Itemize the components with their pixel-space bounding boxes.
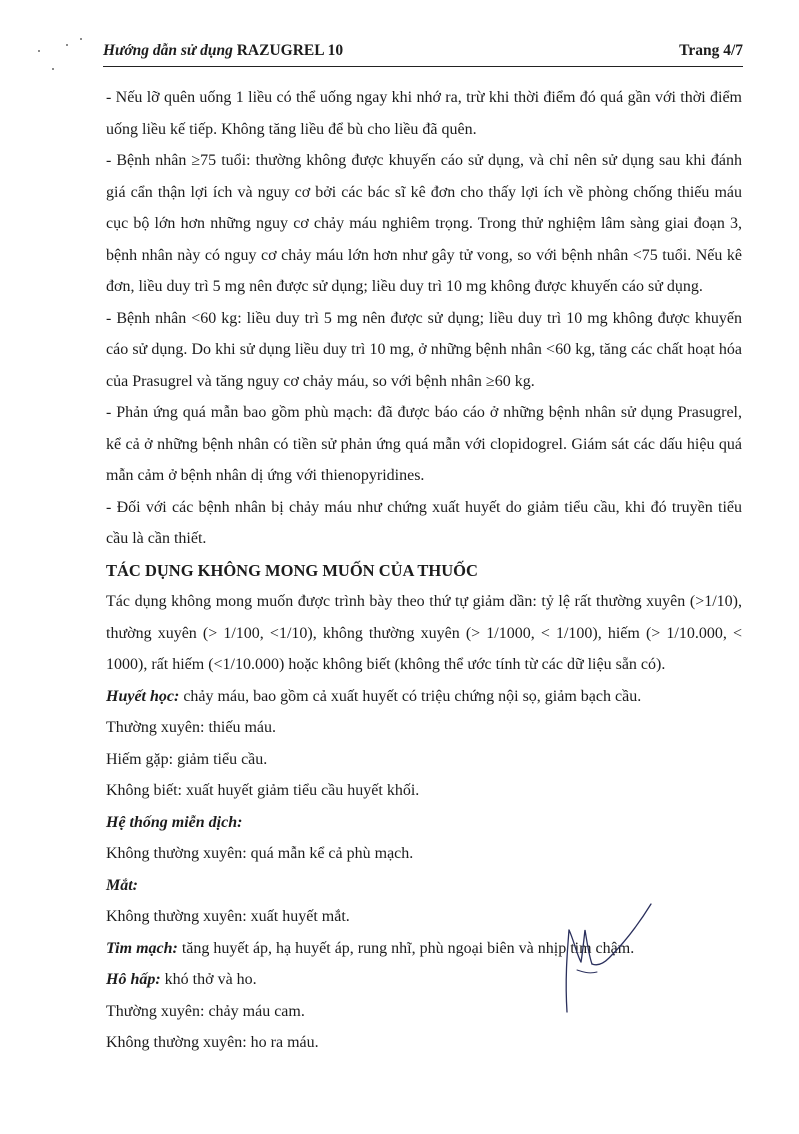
- paragraph-hypersensitivity: - Phản ứng quá mẫn bao gồm phù mạch: đã được báo cáo ở những bệnh nhân sử dụng Prasugrel, kể cả ở những bệnh nhân có tiền sử phản ứng quá mẫn với clopidogrel. Giám sát các dấu hiệu quá mẫn cảm ở bệnh nhân dị ứng với thienopyridines.: [106, 404, 742, 484]
- paragraph-bleeding: - Đối với các bệnh nhân bị chảy máu như chứng xuất huyết do giảm tiểu cầu, khi đó truyền tiểu cầu là cần thiết.: [106, 498, 742, 547]
- hematology-label: Huyết học:: [106, 687, 180, 705]
- hematology-line: [106, 681, 742, 713]
- signature-mark: [555, 900, 665, 1015]
- cardio-text: tăng huyết áp, hạ huyết áp, rung nhĩ, phù ngoại biên và nhịp tim chậm.: [177, 939, 635, 957]
- header-page-number: Trang 4/7: [679, 42, 743, 59]
- hematology-text: chảy máu, bao gồm cả xuất huyết có triệu chứng nội sọ, giảm bạch cầu.: [179, 687, 642, 705]
- hematology-rare: Hiếm gặp: giảm tiểu cầu.: [106, 750, 268, 768]
- hematology-unknown: Không biết: xuất huyết giảm tiểu cầu huyết khối.: [106, 782, 420, 799]
- header-brand: RAZUGREL 10: [236, 42, 344, 59]
- header-title: [103, 42, 343, 60]
- paragraph-missed-dose: - Nếu lỡ quên uống 1 liều có thể uống ngay khi nhớ ra, trừ khi thời điểm đó quá gần với thời điểm uống liều kế tiếp. Không tăng liều để bù cho liều đã quên.: [106, 89, 742, 138]
- respiratory-common: Thường xuyên: chảy máu cam.: [106, 1002, 305, 1020]
- paragraph-elderly: - Bệnh nhân ≥75 tuổi: thường không được khuyến cáo sử dụng, và chỉ nên sử dụng sau khi đánh giá cẩn thận lợi ích và nguy cơ bởi các bác sĩ kê đơn cho thấy lợi ích về phòng chống thiếu máu cục bộ lớn hơn những nguy cơ chảy máu nghiêm trọng. Trong thử nghiệm lâm sàng giai đoạn 3, bệnh nhân này có nguy cơ chảy máu lớn hơn như gây tử vong, so với bệnh nhân <75 tuổi. Nếu kê đơn, liều duy trì 5 mg nên được sử dụng; liều duy trì 10 mg không được khuyến cáo sử dụng.: [106, 152, 742, 295]
- paragraph-low-weight: - Bệnh nhân <60 kg: liều duy trì 5 mg nên được sử dụng; liều duy trì 10 mg không được khuyến cáo sử dụng. Do khi sử dụng liều duy trì 10 mg, ở những bệnh nhân <60 kg, tăng các chất hoạt hóa của Prasugrel và tăng nguy cơ chảy máu, so với bệnh nhân ≥60 kg.: [106, 309, 742, 390]
- section-intro: Tác dụng không mong muốn được trình bày theo thứ tự giảm dần: tỷ lệ rất thường xuyên (>1/10), thường xuyên (> 1/100, <1/10), không thường xuyên (> 1/1000, < 1/100), hiếm (> 1/10.000, < 1000), rất hiếm (<1/10.000) hoặc không biết (không thể ước tính từ các dữ liệu sẵn có).: [106, 593, 742, 673]
- eye-heading: [106, 870, 742, 902]
- eye-label: Mắt:: [106, 876, 138, 894]
- immune-uncommon: Không thường xuyên: quá mẫn kể cả phù mạch.: [106, 845, 414, 862]
- respiratory-uncommon: Không thường xuyên: ho ra máu.: [106, 1034, 319, 1051]
- scan-artifact-dot: [52, 68, 54, 70]
- scan-artifact-dot: [66, 44, 68, 46]
- respiratory-text: khó thở và ho.: [160, 971, 257, 988]
- immune-label: Hệ thống miễn dịch:: [106, 813, 243, 831]
- immune-heading: [106, 807, 742, 839]
- respiratory-label: Hô hấp:: [106, 971, 161, 988]
- scan-artifact-dot: [80, 38, 82, 40]
- section-title: TÁC DỤNG KHÔNG MONG MUỐN CỦA THUỐC: [106, 560, 478, 580]
- eye-uncommon: Không thường xuyên: xuất huyết mắt.: [106, 908, 350, 925]
- hematology-common: Thường xuyên: thiếu máu.: [106, 719, 276, 736]
- scan-artifact-dot: [38, 50, 40, 52]
- page-header: [103, 42, 743, 67]
- header-title-prefix: Hướng dẫn sử dụng: [103, 42, 237, 59]
- cardio-label: Tim mạch:: [106, 939, 178, 957]
